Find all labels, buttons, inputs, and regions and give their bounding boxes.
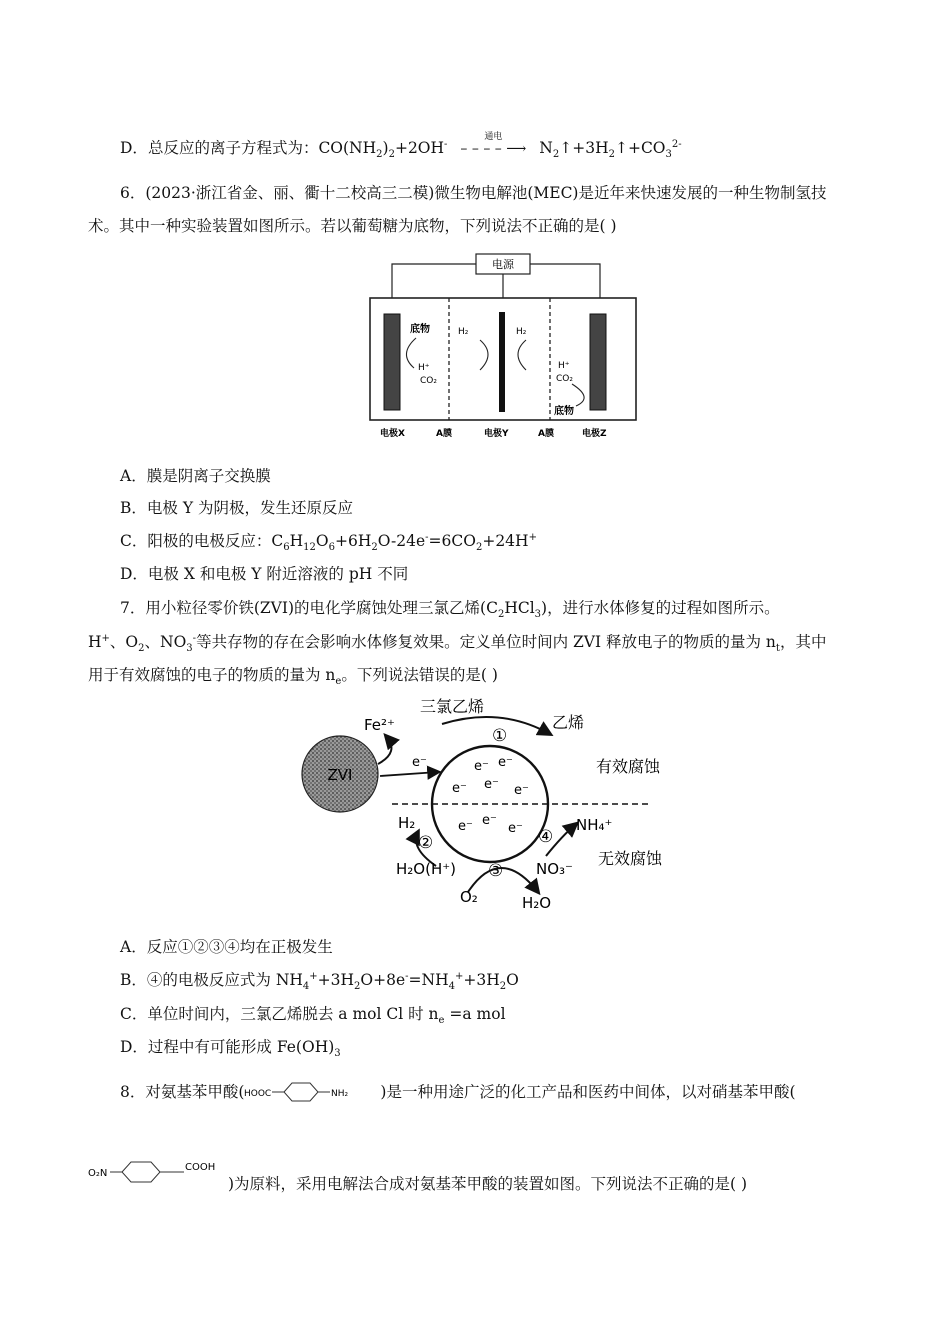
power-label: 电源	[492, 258, 514, 271]
substrate-right: 底物	[554, 406, 574, 417]
sub: 2	[552, 149, 560, 161]
fe2-arrow	[378, 736, 391, 764]
text: =6CO	[428, 532, 476, 550]
sub: 4	[448, 981, 455, 993]
e-label-outer: e⁻	[412, 755, 427, 770]
q6-option-c	[120, 531, 537, 554]
text: ↑+CO	[614, 139, 666, 157]
text: 等共存物的存在会影响水体修复效果。定义单位时间内 ZVI 释放电子的物质的量为 n	[196, 633, 776, 651]
e-6: e⁻	[458, 819, 473, 834]
sub: 2	[388, 149, 395, 161]
condition: 通电	[484, 132, 503, 142]
h2o-label: H₂O	[522, 894, 552, 912]
text: C．单位时间内，三氯乙烯脱去 a mol Cl 时 n	[120, 1005, 439, 1023]
text: O-24e	[377, 532, 426, 550]
circled-4: ④	[538, 827, 554, 847]
q6-stem-line1: 6．(2023·浙江省金、丽、衢十二校高三二模)微生物电解池(MEC)是近年来快速发展的一种生物制氢技	[120, 184, 827, 202]
sup: -	[405, 970, 409, 982]
text: C．阳极的电极反应：C	[120, 532, 284, 550]
benzene-ring	[284, 1083, 318, 1101]
q7-stem-line3	[88, 665, 498, 688]
q6-option-a: A．膜是阴离子交换膜	[120, 467, 271, 485]
sup: +	[101, 632, 110, 644]
nitrobenzoic-acid-structure	[88, 1158, 234, 1188]
sub: e	[335, 676, 342, 688]
o2-label: O₂	[460, 888, 478, 906]
sup: +	[528, 531, 537, 543]
text: =a mol	[444, 1005, 506, 1023]
sub: 4	[302, 981, 310, 993]
sub: 6	[283, 542, 290, 554]
q7-option-b	[120, 970, 519, 993]
label-membrane-a2: A膜	[538, 429, 554, 439]
text: +6H	[334, 532, 372, 550]
ineffective-corrosion-label: 无效腐蚀	[598, 849, 663, 868]
e-1: e⁻	[474, 759, 489, 774]
electrode-x	[384, 314, 400, 410]
text: =NH	[408, 971, 449, 989]
text: B．④的电极反应式为 NH	[120, 971, 303, 989]
text: )，进行水体修复的过程如图所示。	[541, 599, 780, 617]
sub: 2	[499, 981, 507, 993]
sub: 2	[608, 149, 615, 161]
struct1-right: NH₂	[331, 1089, 349, 1099]
reaction-arrow: 通电 – – – – ⟶	[452, 139, 534, 159]
sup: +	[455, 970, 464, 982]
q8-stem-line2: )为原料，采用电解法合成对氨基苯甲酸的装置如图。下列说法不正确的是( )	[228, 1175, 748, 1193]
text: 总反应的离子方程式为：CO(NH	[147, 139, 377, 157]
sub: 2	[354, 981, 361, 993]
circled-1: ①	[492, 726, 508, 746]
circled-2: ②	[418, 833, 434, 853]
q6-stem-line2: 术。其中一种实验装置如图所示。若以葡萄糖为底物，下列说法不正确的是( )	[88, 217, 617, 235]
q8-stem-line1	[120, 1081, 796, 1105]
label-electrode-x: 电极X	[380, 429, 405, 439]
q7-stem-line1	[120, 598, 780, 621]
sup: 2-	[671, 138, 682, 150]
sup: -	[444, 138, 448, 150]
sup: -	[192, 632, 197, 644]
sub: 3	[334, 1048, 341, 1060]
q6-option-d: D．电极 X 和电极 Y 附近溶液的 pH 不同	[120, 565, 409, 583]
hplus-right: H⁺	[558, 361, 570, 371]
nh4-label: NH₄⁺	[576, 816, 613, 834]
text: +24H	[482, 532, 529, 550]
sub: e	[438, 1015, 445, 1027]
text: 、NO	[144, 633, 187, 651]
sub: 3	[665, 149, 672, 161]
q5-option-d	[120, 132, 682, 161]
h2-b: H₂	[516, 327, 527, 337]
label-electrode-y: 电极Y	[484, 429, 509, 439]
sub: 2	[497, 609, 505, 621]
sub: 3	[534, 609, 542, 621]
sup: -	[425, 531, 429, 543]
label-membrane-a1: A膜	[436, 429, 452, 439]
text: 用于有效腐蚀的电子的物质的量为 n	[88, 666, 336, 684]
e-3: e⁻	[452, 781, 467, 796]
label-electrode-z: 电极Z	[582, 429, 607, 439]
struct2-right: COOH	[185, 1162, 216, 1173]
hplus-left: H⁺	[418, 363, 430, 373]
sub: 6	[328, 542, 335, 554]
text: ，其中	[779, 633, 827, 651]
sub: 3	[186, 643, 193, 655]
text: HCl	[504, 599, 535, 617]
option-label: D．	[120, 139, 148, 157]
mec-apparatus-figure	[368, 252, 638, 442]
text: )是一种用途广泛的化工产品和医药中间体，以对硝基苯甲酸(	[380, 1083, 796, 1101]
ethylene-label: 乙烯	[552, 713, 585, 732]
text: O	[506, 971, 519, 989]
e-2: e⁻	[498, 755, 513, 770]
q7-option-d	[120, 1037, 341, 1060]
e-8: e⁻	[508, 821, 523, 836]
text: 8．对氨基苯甲酸(	[120, 1083, 245, 1101]
fe2-label: Fe²⁺	[364, 716, 395, 734]
h2-a: H₂	[458, 327, 469, 337]
text: 7．用小粒径零价铁(ZVI)的电化学腐蚀处理三氯乙烯(C	[120, 599, 498, 617]
text: O+8e	[360, 971, 406, 989]
text: 。下列说法错误的是( )	[341, 666, 498, 684]
struct1-left: HOOC	[244, 1089, 272, 1099]
aminobenzoic-acid-structure	[244, 1081, 380, 1105]
struct2-left: O₂N	[88, 1168, 108, 1179]
circled-3: ③	[488, 861, 504, 881]
co2-left: CO₂	[420, 376, 437, 386]
q8-structure-nitrobenzoic	[88, 1158, 234, 1193]
text: +2OH	[394, 139, 445, 157]
benzene-ring	[122, 1162, 160, 1182]
particle-surface	[432, 746, 548, 862]
sub: t	[775, 643, 780, 655]
sub: 2	[376, 149, 383, 161]
q6-option-b: B．电极 Y 为阴极，发生还原反应	[120, 499, 353, 517]
effective-corrosion-label: 有效腐蚀	[596, 757, 661, 776]
text: O	[315, 532, 329, 550]
sub: 2	[475, 542, 483, 554]
q7-option-c	[120, 1004, 506, 1027]
e-5: e⁻	[514, 783, 529, 798]
tce-label: 三氯乙烯	[420, 697, 485, 716]
co2-right: CO₂	[556, 374, 573, 384]
sup: +	[309, 970, 318, 982]
no3-label: NO₃⁻	[536, 860, 573, 878]
text: N	[534, 139, 553, 157]
zvi-label: ZVI	[327, 766, 353, 784]
electrode-y	[499, 312, 505, 412]
e-7: e⁻	[482, 813, 497, 828]
text: H	[289, 532, 304, 550]
substrate-left: 底物	[410, 324, 430, 335]
sub: 2	[138, 643, 145, 655]
e-arrow	[380, 772, 438, 776]
zvi-corrosion-figure	[300, 696, 680, 918]
text: H	[88, 633, 102, 651]
e-4: e⁻	[484, 777, 499, 792]
h2-label: H₂	[398, 814, 416, 832]
text: 、O	[109, 633, 139, 651]
electrode-z	[590, 314, 606, 410]
text: ↑+3H	[559, 139, 609, 157]
q7-option-a: A．反应①②③④均在正极发生	[120, 938, 333, 956]
text: +3H	[463, 971, 500, 989]
sub: 12	[303, 542, 316, 554]
text: D．过程中有可能形成 Fe(OH)	[120, 1038, 335, 1056]
text: +3H	[317, 971, 355, 989]
q7-stem-line2	[88, 632, 827, 655]
text: )	[382, 139, 389, 157]
h2o-h-label: H₂O(H⁺)	[396, 860, 456, 878]
sub: 2	[371, 542, 378, 554]
